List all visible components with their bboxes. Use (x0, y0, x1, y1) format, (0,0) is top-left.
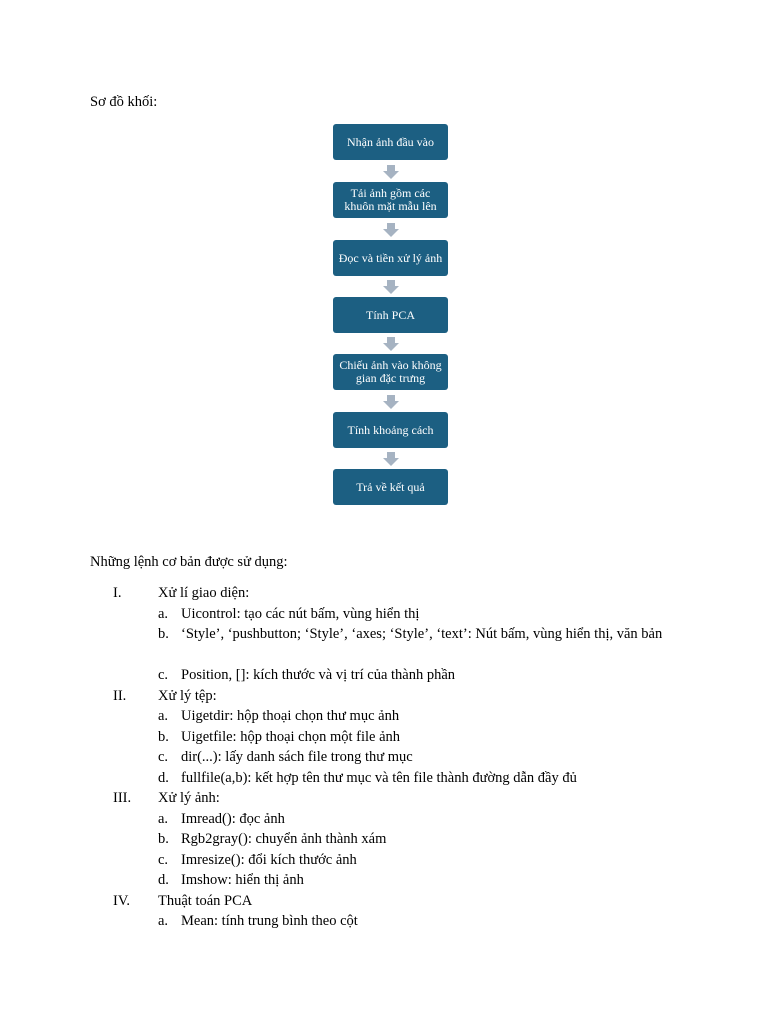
section-title: Xử lý tệp: (158, 687, 217, 704)
down-arrow-icon (383, 395, 399, 409)
item-text: Imread(): đọc ảnh (181, 810, 285, 827)
item-letter: b. (158, 728, 169, 745)
item-letter: c. (158, 851, 169, 868)
section-number: I. (113, 585, 122, 601)
section-title: Thuật toán PCA (158, 892, 253, 909)
list-item (0, 706, 768, 727)
list-item (0, 829, 768, 850)
item-text: Imshow: hiển thị ảnh (181, 872, 304, 888)
item-letter: b. (158, 831, 169, 847)
list-item (0, 624, 768, 665)
list-item (0, 727, 768, 748)
list-item (0, 870, 768, 891)
list-item (0, 768, 768, 789)
item-letter: a. (158, 708, 169, 724)
item-text: Position, []: kích thước và vị trí của thành phần (181, 667, 456, 683)
flow-step-4: Tính PCA (333, 297, 448, 333)
down-arrow-icon (383, 223, 399, 237)
item-text: fullfile(a,b): kết hợp tên thư mục và tên file thành đường dẫn đầy đủ (181, 769, 577, 786)
section-title: Xử lí giao diện: (158, 585, 250, 601)
section-title: Xử lý ảnh: (158, 790, 220, 806)
section-heading (0, 583, 768, 604)
flowchart-title: Sơ đồ khối: (90, 94, 158, 110)
item-letter: d. (158, 872, 169, 888)
down-arrow-icon (383, 337, 399, 351)
flow-step-7: Trả về kết quả (333, 469, 448, 505)
flow-step-2: Tải ảnh gồm các khuôn mặt mẫu lên (333, 182, 448, 218)
flow-step-6: Tính khoảng cách (333, 412, 448, 448)
item-letter: c. (158, 749, 169, 765)
down-arrow-icon (383, 452, 399, 466)
item-letter: a. (158, 913, 169, 929)
flow-step-3: Đọc và tiền xử lý ảnh (333, 240, 448, 276)
commands-title: Những lệnh cơ bản được sử dụng: (90, 554, 288, 570)
list-item (0, 604, 768, 625)
section-heading (0, 788, 768, 809)
item-text: Rgb2gray(): chuyển ảnh thành xám (181, 831, 387, 847)
section-number: IV. (113, 892, 131, 909)
list-item (0, 809, 768, 830)
item-text: Uigetfile: hộp thoại chọn một file ảnh (181, 728, 401, 745)
section-number: III. (113, 790, 132, 806)
list-item (0, 911, 768, 932)
list-item (0, 665, 768, 686)
flow-step-1: Nhận ảnh đầu vào (333, 124, 448, 160)
section-number: II. (113, 687, 127, 704)
item-letter: b. (158, 626, 169, 642)
item-letter: a. (158, 605, 169, 622)
item-letter: d. (158, 769, 169, 786)
list-item (0, 747, 768, 768)
down-arrow-icon (383, 280, 399, 294)
item-text: Mean: tính trung bình theo cột (181, 913, 358, 929)
down-arrow-icon (383, 165, 399, 179)
section-heading (0, 891, 768, 912)
item-letter: c. (158, 667, 169, 683)
item-text: ‘Style’, ‘pushbutton; ‘Style’, ‘axes; ‘Style’, ‘text’: Nút bấm, vùng hiển thị, văn bản (181, 626, 663, 642)
section-heading (0, 686, 768, 707)
commands-list (0, 583, 768, 932)
item-text: Uicontrol: tạo các nút bấm, vùng hiển thị (181, 605, 420, 622)
item-text: dir(...): lấy danh sách file trong thư mục (181, 749, 413, 765)
item-text: Uigetdir: hộp thoại chọn thư mục ảnh (181, 708, 400, 724)
list-item (0, 850, 768, 871)
item-text: Imresize(): đổi kích thước ảnh (181, 851, 357, 868)
item-letter: a. (158, 810, 169, 827)
flow-step-5: Chiếu ảnh vào không gian đặc trưng (333, 354, 448, 390)
